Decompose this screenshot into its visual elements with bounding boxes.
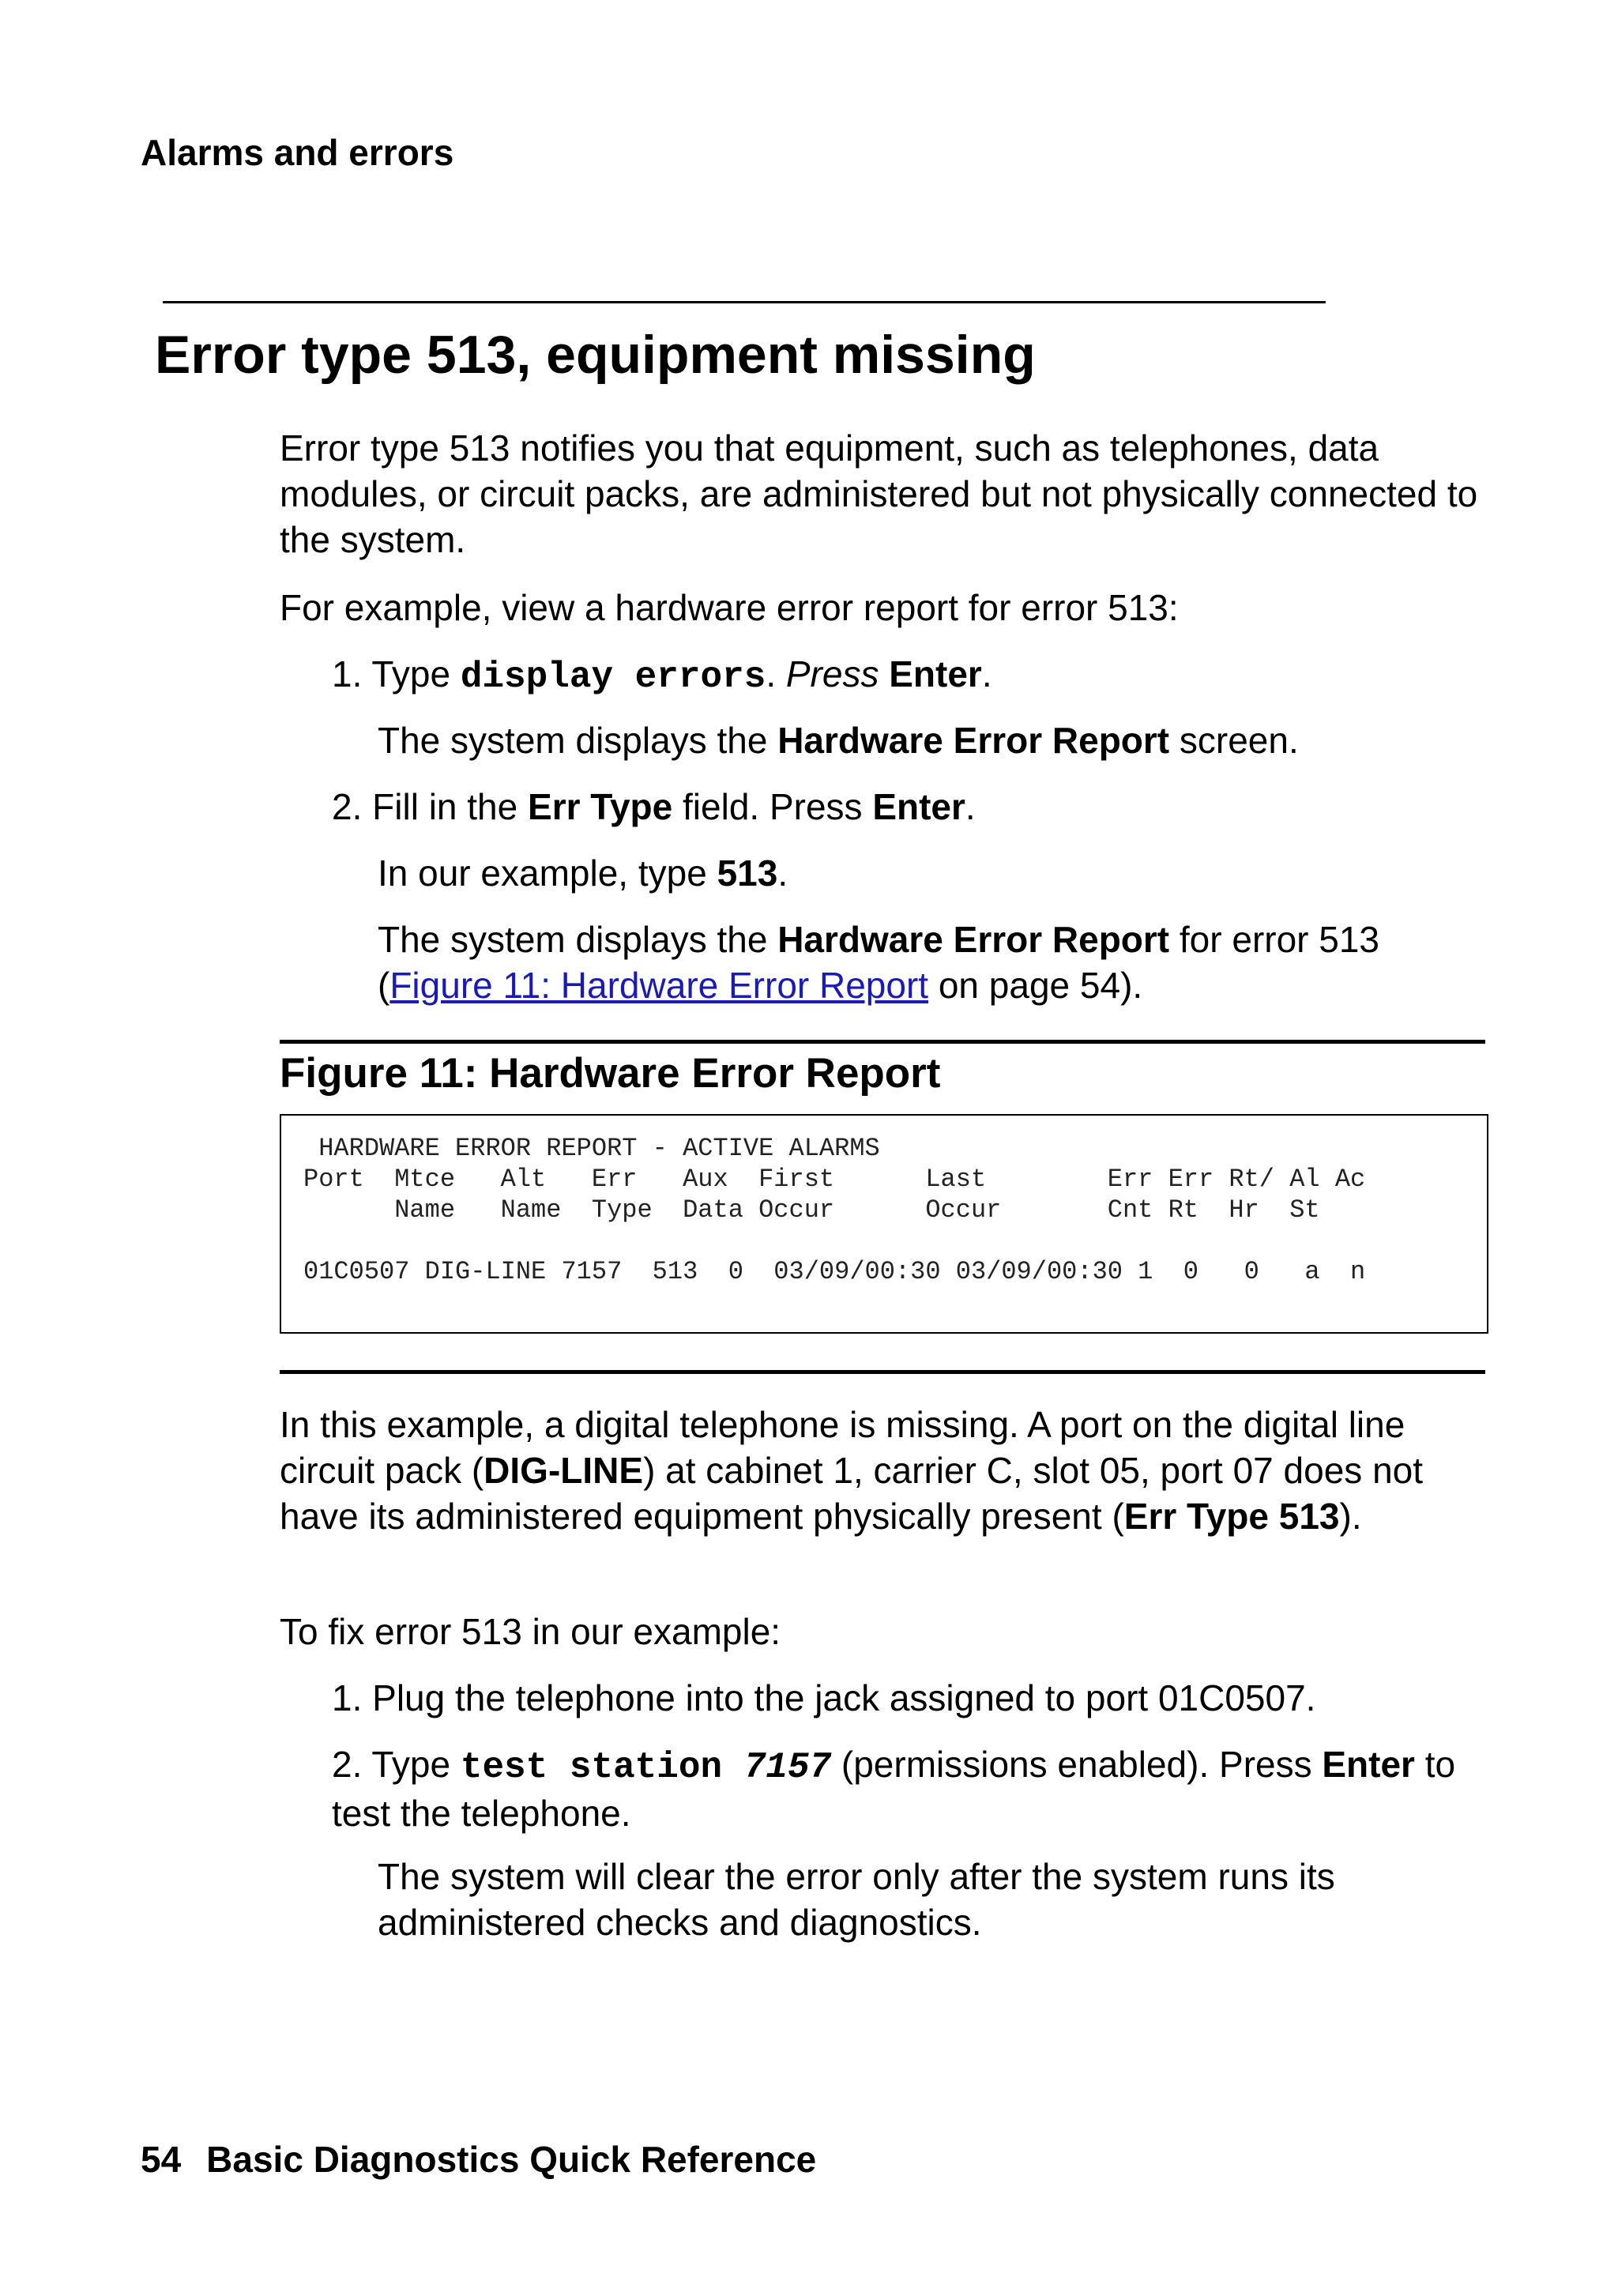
running-head: Alarms and errors bbox=[141, 132, 454, 173]
page-footer bbox=[141, 2138, 816, 2181]
figure-bottom-rule bbox=[280, 1370, 1485, 1374]
view-step-1: 1. Type display errors. Press Enter. bbox=[332, 653, 992, 698]
view-step-2-result: The system displays the Hardware Error Report for error 513 (Figure 11: Hardware Error Report on page 54). bbox=[378, 919, 1380, 1006]
example-intro: For example, view a hardware error report for error 513: bbox=[280, 587, 1179, 628]
title-rule bbox=[163, 301, 1326, 303]
fix-step-1: 1. Plug the telephone into the jack assigned to port 01C0507. bbox=[332, 1677, 1316, 1718]
command-test-station: test station bbox=[460, 1747, 744, 1788]
page-number: 54 bbox=[141, 2139, 182, 2180]
screen-line-header-1: Port Mtce Alt Err Aux First Last Err Err Rt/ Al Ac bbox=[303, 1165, 1366, 1194]
figure-top-rule bbox=[280, 1040, 1485, 1044]
screen-line-row: 01C0507 DIG-LINE 7157 513 0 03/09/00:30 03/09/00:30 1 0 0 a n bbox=[303, 1257, 1366, 1286]
screen-line-header-2: Name Name Type Data Occur Occur Cnt Rt Hr St bbox=[303, 1195, 1320, 1225]
key-enter: Enter bbox=[872, 786, 965, 827]
intro-paragraph: Error type 513 notifies you that equipment, such as telephones, data modules, or circuit packs, are administered but not physically connected to the system. bbox=[280, 427, 1478, 560]
fix-step-2: 2. Type test station 7157 (permissions enabled). Press Enter to test the telephone. bbox=[332, 1744, 1456, 1834]
figure-caption: Figure 11: Hardware Error Report bbox=[280, 1050, 941, 1097]
hardware-error-report-screen bbox=[280, 1114, 1488, 1334]
key-enter: Enter bbox=[1322, 1744, 1415, 1785]
view-step-2-example: In our example, type 513. bbox=[378, 853, 788, 894]
explanation-paragraph: In this example, a digital telephone is missing. A port on the digital line circuit pack (DIG-LINE) at cabinet 1, carrier C, slot 05, port 07 does not have its administered equipment physically present (Err Type 513). bbox=[280, 1404, 1424, 1537]
book-title: Basic Diagnostics Quick Reference bbox=[206, 2139, 817, 2180]
view-step-1-result: The system displays the Hardware Error Report screen. bbox=[378, 720, 1299, 761]
fix-intro: To fix error 513 in our example: bbox=[280, 1611, 781, 1652]
field-err-type: Err Type bbox=[528, 786, 673, 827]
figure-11-link[interactable]: Figure 11: Hardware Error Report bbox=[389, 965, 929, 1006]
screen-line-title: HARDWARE ERROR REPORT - ACTIVE ALARMS bbox=[303, 1134, 880, 1163]
view-step-2: 2. Fill in the Err Type field. Press Enter. bbox=[332, 786, 976, 827]
screen-text bbox=[303, 1133, 1365, 1287]
section-title: Error type 513, equipment missing bbox=[155, 325, 1036, 385]
fix-step-2-note: The system will clear the error only after the system runs its administered checks and diagnostics. bbox=[378, 1856, 1335, 1943]
key-enter: Enter bbox=[889, 653, 982, 694]
command-display-errors: display errors bbox=[460, 657, 766, 698]
